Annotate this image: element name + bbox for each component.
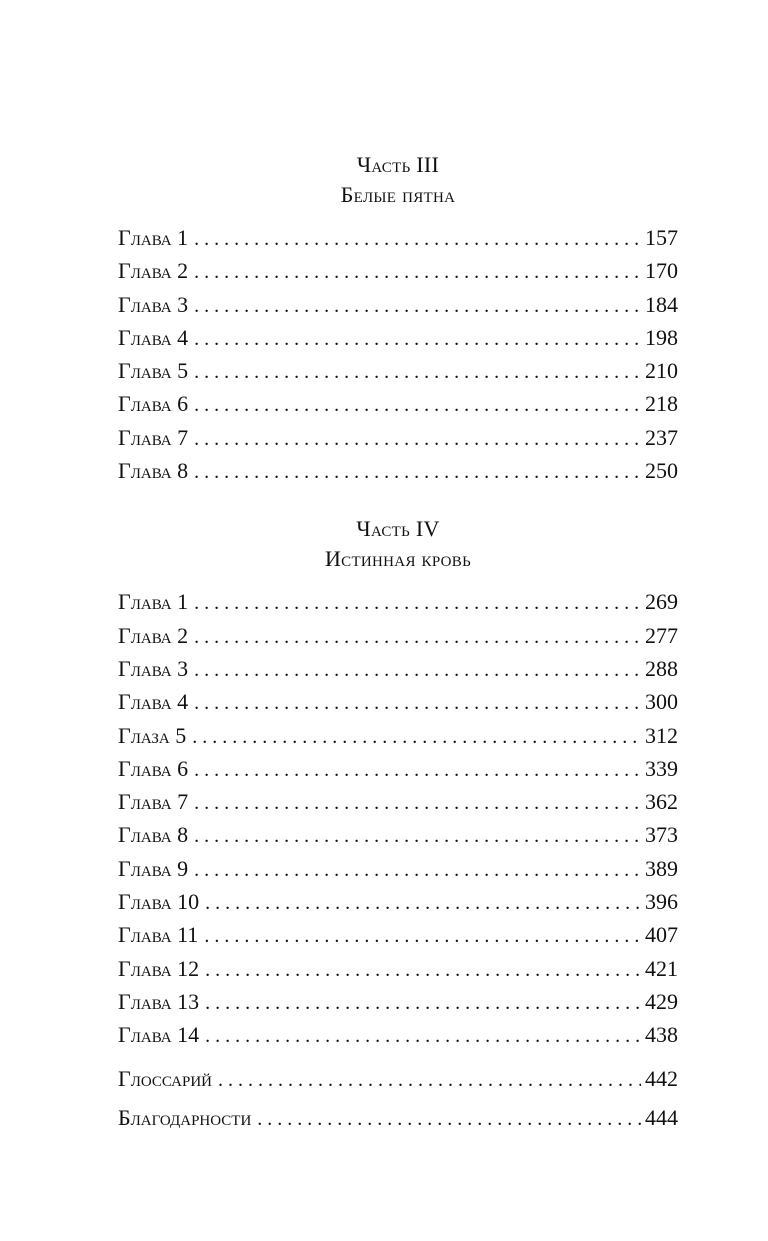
dot-leader bbox=[194, 655, 641, 686]
entry-label: Глава 8 bbox=[118, 458, 189, 484]
entry-label: Глава 14 bbox=[118, 1022, 200, 1048]
dot-leader bbox=[257, 1101, 641, 1138]
entry-page: 339 bbox=[645, 755, 678, 781]
part-title: Белые пятна bbox=[340, 182, 456, 207]
entry-page: 373 bbox=[645, 822, 678, 848]
dot-leader bbox=[194, 390, 641, 421]
toc-entry[interactable] bbox=[118, 620, 678, 653]
entry-label: Глава 11 bbox=[118, 922, 199, 948]
toc-entry[interactable] bbox=[118, 786, 678, 819]
toc-entry[interactable] bbox=[118, 255, 678, 288]
entry-label: Глава 13 bbox=[118, 988, 200, 1014]
entry-label: Глава 1 bbox=[118, 225, 189, 250]
toc-entry[interactable] bbox=[118, 886, 678, 919]
entry-label: Глава 10 bbox=[118, 889, 200, 915]
dot-leader bbox=[194, 224, 641, 255]
entry-label: Глава 6 bbox=[118, 755, 189, 781]
part-number: Часть IV bbox=[356, 516, 440, 542]
part-title: Истинная кровь bbox=[324, 546, 472, 572]
entry-page: 438 bbox=[645, 1022, 678, 1048]
part-3-section bbox=[118, 150, 678, 488]
dot-leader bbox=[194, 424, 641, 455]
toc-entry[interactable] bbox=[118, 222, 678, 255]
entry-page: 237 bbox=[645, 424, 678, 450]
entry-page: 442 bbox=[645, 1065, 678, 1091]
toc-entry[interactable] bbox=[118, 388, 678, 421]
entry-label: Глава 8 bbox=[118, 822, 189, 848]
entry-page: 389 bbox=[645, 855, 678, 881]
dot-leader bbox=[194, 588, 641, 619]
entry-label: Благодарности bbox=[118, 1104, 252, 1130]
entry-label: Глава 3 bbox=[118, 655, 189, 681]
entry-label: Глава 7 bbox=[118, 789, 189, 815]
chapter-list bbox=[118, 586, 678, 1052]
entry-page: 210 bbox=[645, 358, 678, 384]
entry-page: 198 bbox=[645, 324, 678, 350]
entry-page: 312 bbox=[645, 722, 678, 748]
entry-label: Глава 9 bbox=[118, 855, 189, 881]
dot-leader bbox=[194, 457, 641, 488]
entry-page: 170 bbox=[645, 258, 678, 284]
dot-leader bbox=[194, 291, 641, 322]
dot-leader bbox=[205, 988, 641, 1019]
dot-leader bbox=[194, 622, 641, 653]
chapter-list bbox=[118, 222, 678, 488]
dot-leader bbox=[194, 755, 641, 786]
toc-entry-glossary[interactable] bbox=[118, 1060, 678, 1099]
dot-leader bbox=[205, 955, 641, 986]
entry-page: 429 bbox=[645, 988, 678, 1014]
entry-label: Глава 7 bbox=[118, 424, 189, 450]
toc-entry[interactable] bbox=[118, 422, 678, 455]
toc-entry[interactable] bbox=[118, 586, 678, 619]
entry-page: 407 bbox=[645, 922, 678, 948]
toc-entry[interactable] bbox=[118, 455, 678, 488]
toc-entry[interactable] bbox=[118, 819, 678, 852]
entry-page: 157 bbox=[645, 225, 678, 250]
entry-page: 300 bbox=[645, 689, 678, 715]
entry-page: 250 bbox=[645, 458, 678, 484]
dot-leader bbox=[194, 821, 641, 852]
entry-label: Глава 12 bbox=[118, 955, 200, 981]
entry-page: 218 bbox=[645, 391, 678, 417]
entry-page: 444 bbox=[645, 1104, 678, 1130]
entry-label: Глава 1 bbox=[118, 589, 189, 615]
toc-entry[interactable] bbox=[118, 919, 678, 952]
dot-leader bbox=[194, 357, 641, 388]
entry-page: 184 bbox=[645, 291, 678, 317]
entry-page: 288 bbox=[645, 655, 678, 681]
toc-entry[interactable] bbox=[118, 653, 678, 686]
toc-entry[interactable] bbox=[118, 322, 678, 355]
entry-label: Глаза 5 bbox=[118, 722, 187, 748]
entry-label: Глава 2 bbox=[118, 258, 189, 284]
entry-label: Глава 2 bbox=[118, 622, 189, 648]
toc-entry[interactable] bbox=[118, 289, 678, 322]
entry-page: 269 bbox=[645, 589, 678, 615]
dot-leader bbox=[194, 324, 641, 355]
dot-leader bbox=[205, 888, 641, 919]
dot-leader bbox=[194, 855, 641, 886]
entry-label: Глава 3 bbox=[118, 291, 189, 317]
back-matter-list bbox=[118, 1060, 678, 1138]
entry-page: 362 bbox=[645, 789, 678, 815]
dot-leader bbox=[205, 1021, 641, 1052]
entry-label: Глоссарий bbox=[118, 1065, 213, 1091]
toc-entry[interactable] bbox=[118, 1019, 678, 1052]
dot-leader bbox=[204, 921, 641, 952]
part-number: Часть III bbox=[356, 152, 440, 177]
entry-page: 277 bbox=[645, 622, 678, 648]
toc-entry[interactable] bbox=[118, 953, 678, 986]
dot-leader bbox=[192, 722, 641, 753]
dot-leader bbox=[194, 788, 641, 819]
toc-entry[interactable] bbox=[118, 986, 678, 1019]
entry-page: 421 bbox=[645, 955, 678, 981]
toc-entry[interactable] bbox=[118, 753, 678, 786]
entry-label: Глава 5 bbox=[118, 358, 189, 384]
toc-entry[interactable] bbox=[118, 686, 678, 719]
table-of-contents bbox=[118, 150, 678, 1138]
toc-entry-acknowledgements[interactable] bbox=[118, 1099, 678, 1138]
dot-leader bbox=[194, 257, 641, 288]
part-4-section bbox=[118, 514, 678, 1052]
dot-leader bbox=[218, 1062, 641, 1099]
toc-entry[interactable] bbox=[118, 720, 678, 753]
dot-leader bbox=[194, 688, 641, 719]
toc-entry[interactable] bbox=[118, 853, 678, 886]
entry-label: Глава 6 bbox=[118, 391, 189, 417]
entry-page: 396 bbox=[645, 889, 678, 915]
toc-entry[interactable] bbox=[118, 355, 678, 388]
entry-label: Глава 4 bbox=[118, 689, 189, 715]
entry-label: Глава 4 bbox=[118, 324, 189, 350]
